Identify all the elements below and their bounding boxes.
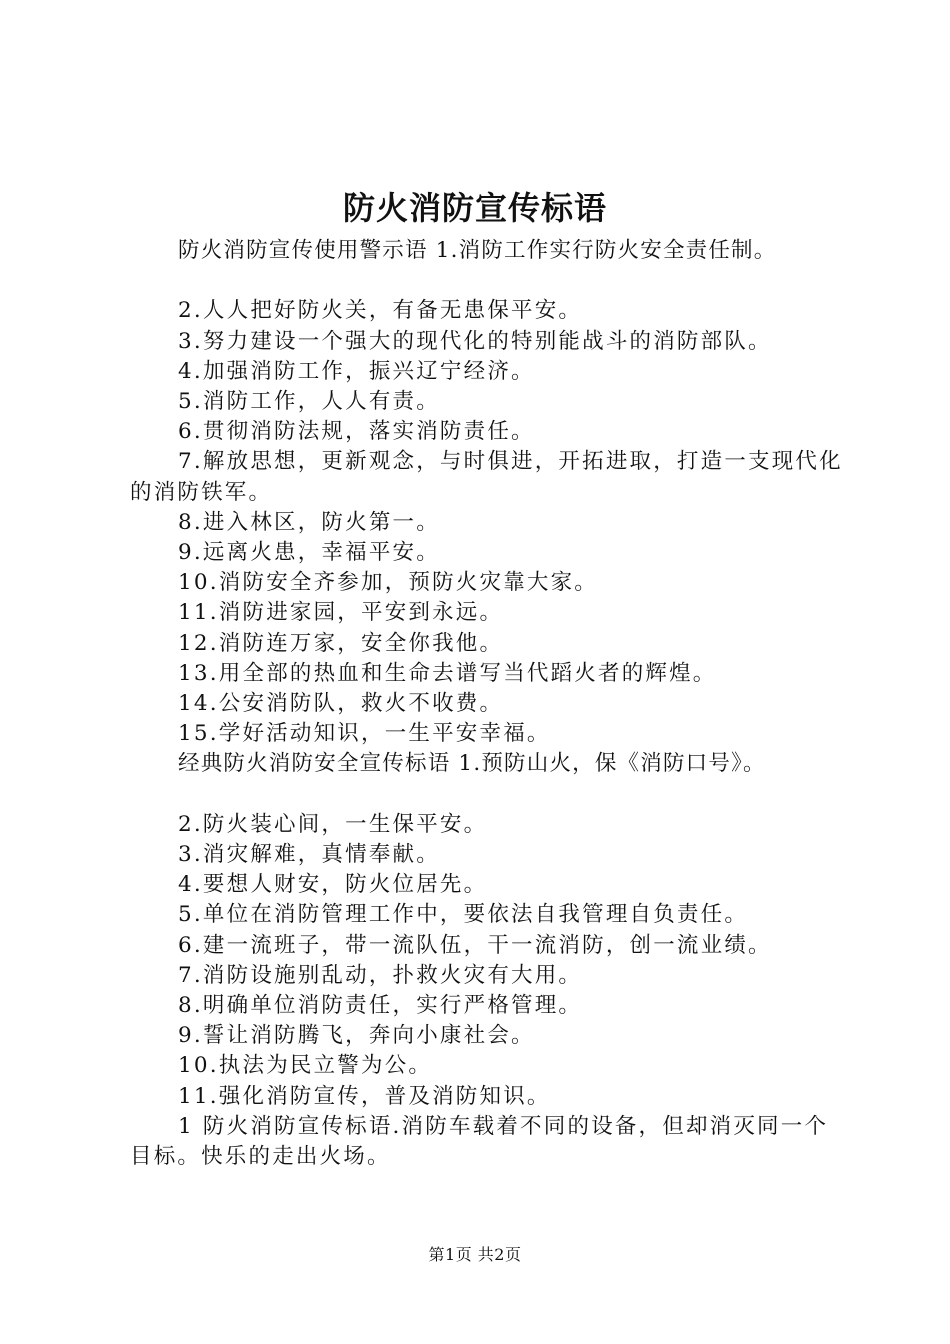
paragraph: 8.明确单位消防责任，实行严格管理。 [178, 993, 583, 1019]
paragraph: 3.努力建设一个强大的现代化的特别能战斗的消防部队。 [178, 328, 772, 354]
paragraph: 5.消防工作，人人有责。 [178, 389, 440, 414]
blank-line [130, 266, 850, 296]
paragraph: 4.要想人财安，防火位居先。 [178, 872, 488, 898]
paragraph: 7.消防设施别乱动，扑救火灾有大用。 [178, 962, 583, 988]
page-footer: 第1页 共2页 [428, 1245, 522, 1264]
document-body [130, 236, 850, 1172]
paragraph: 防火消防宣传使用警示语 1.消防工作实行防火安全责任制。 [178, 238, 777, 263]
paragraph: 12.消防连万家，安全你我他。 [178, 630, 504, 656]
paragraph: 3.消灾解难，真情奉献。 [178, 842, 440, 868]
paragraph: 9.远离火患，幸福平安。 [178, 540, 440, 566]
paragraph: 6.贯彻消防法规，落实消防责任。 [178, 419, 535, 445]
paragraph: 经典防火消防安全宣传标语 1.预防山火，保《消防口号》。 [178, 751, 766, 777]
paragraph: 10.执法为民立警为公。 [178, 1053, 433, 1079]
paragraph: 5.单位在消防管理工作中，要依法自我管理自负责任。 [178, 902, 749, 928]
paragraph: 11.消防进家园，平安到永远。 [178, 600, 504, 626]
paragraph: 15.学好活动知识，一生平安幸福。 [178, 721, 551, 747]
paragraph: 10.消防安全齐参加，预防火灾靠大家。 [178, 570, 598, 596]
paragraph: 2.人人把好防火关，有备无患保平安。 [178, 298, 583, 324]
paragraph: 6.建一流班子，带一流队伍，干一流消防，创一流业绩。 [178, 932, 772, 958]
paragraph: 9.誓让消防腾飞，奔向小康社会。 [178, 1023, 535, 1049]
paragraph: 11.强化消防宣传，普及消防知识。 [178, 1083, 551, 1109]
paragraph: 4.加强消防工作，振兴辽宁经济。 [178, 358, 535, 384]
paragraph: 14.公安消防队，救火不收费。 [178, 691, 504, 717]
paragraph: 8.进入林区，防火第一。 [178, 509, 440, 535]
paragraph: 13.用全部的热血和生命去谱写当代蹈火者的辉煌。 [178, 660, 717, 686]
paragraph: 1 防火消防宣传标语.消防车载着不同的设备，但却消灭同一个目标。快乐的走出火场。 [130, 1113, 829, 1170]
page-title: 防火消防宣传标语 [342, 189, 607, 227]
blank-line [130, 780, 850, 810]
paragraph: 7.解放思想，更新观念，与时俱进，开拓进取，打造一支现代化的消防铁军。 [130, 449, 843, 505]
paragraph: 2.防火装心间，一生保平安。 [178, 811, 488, 837]
